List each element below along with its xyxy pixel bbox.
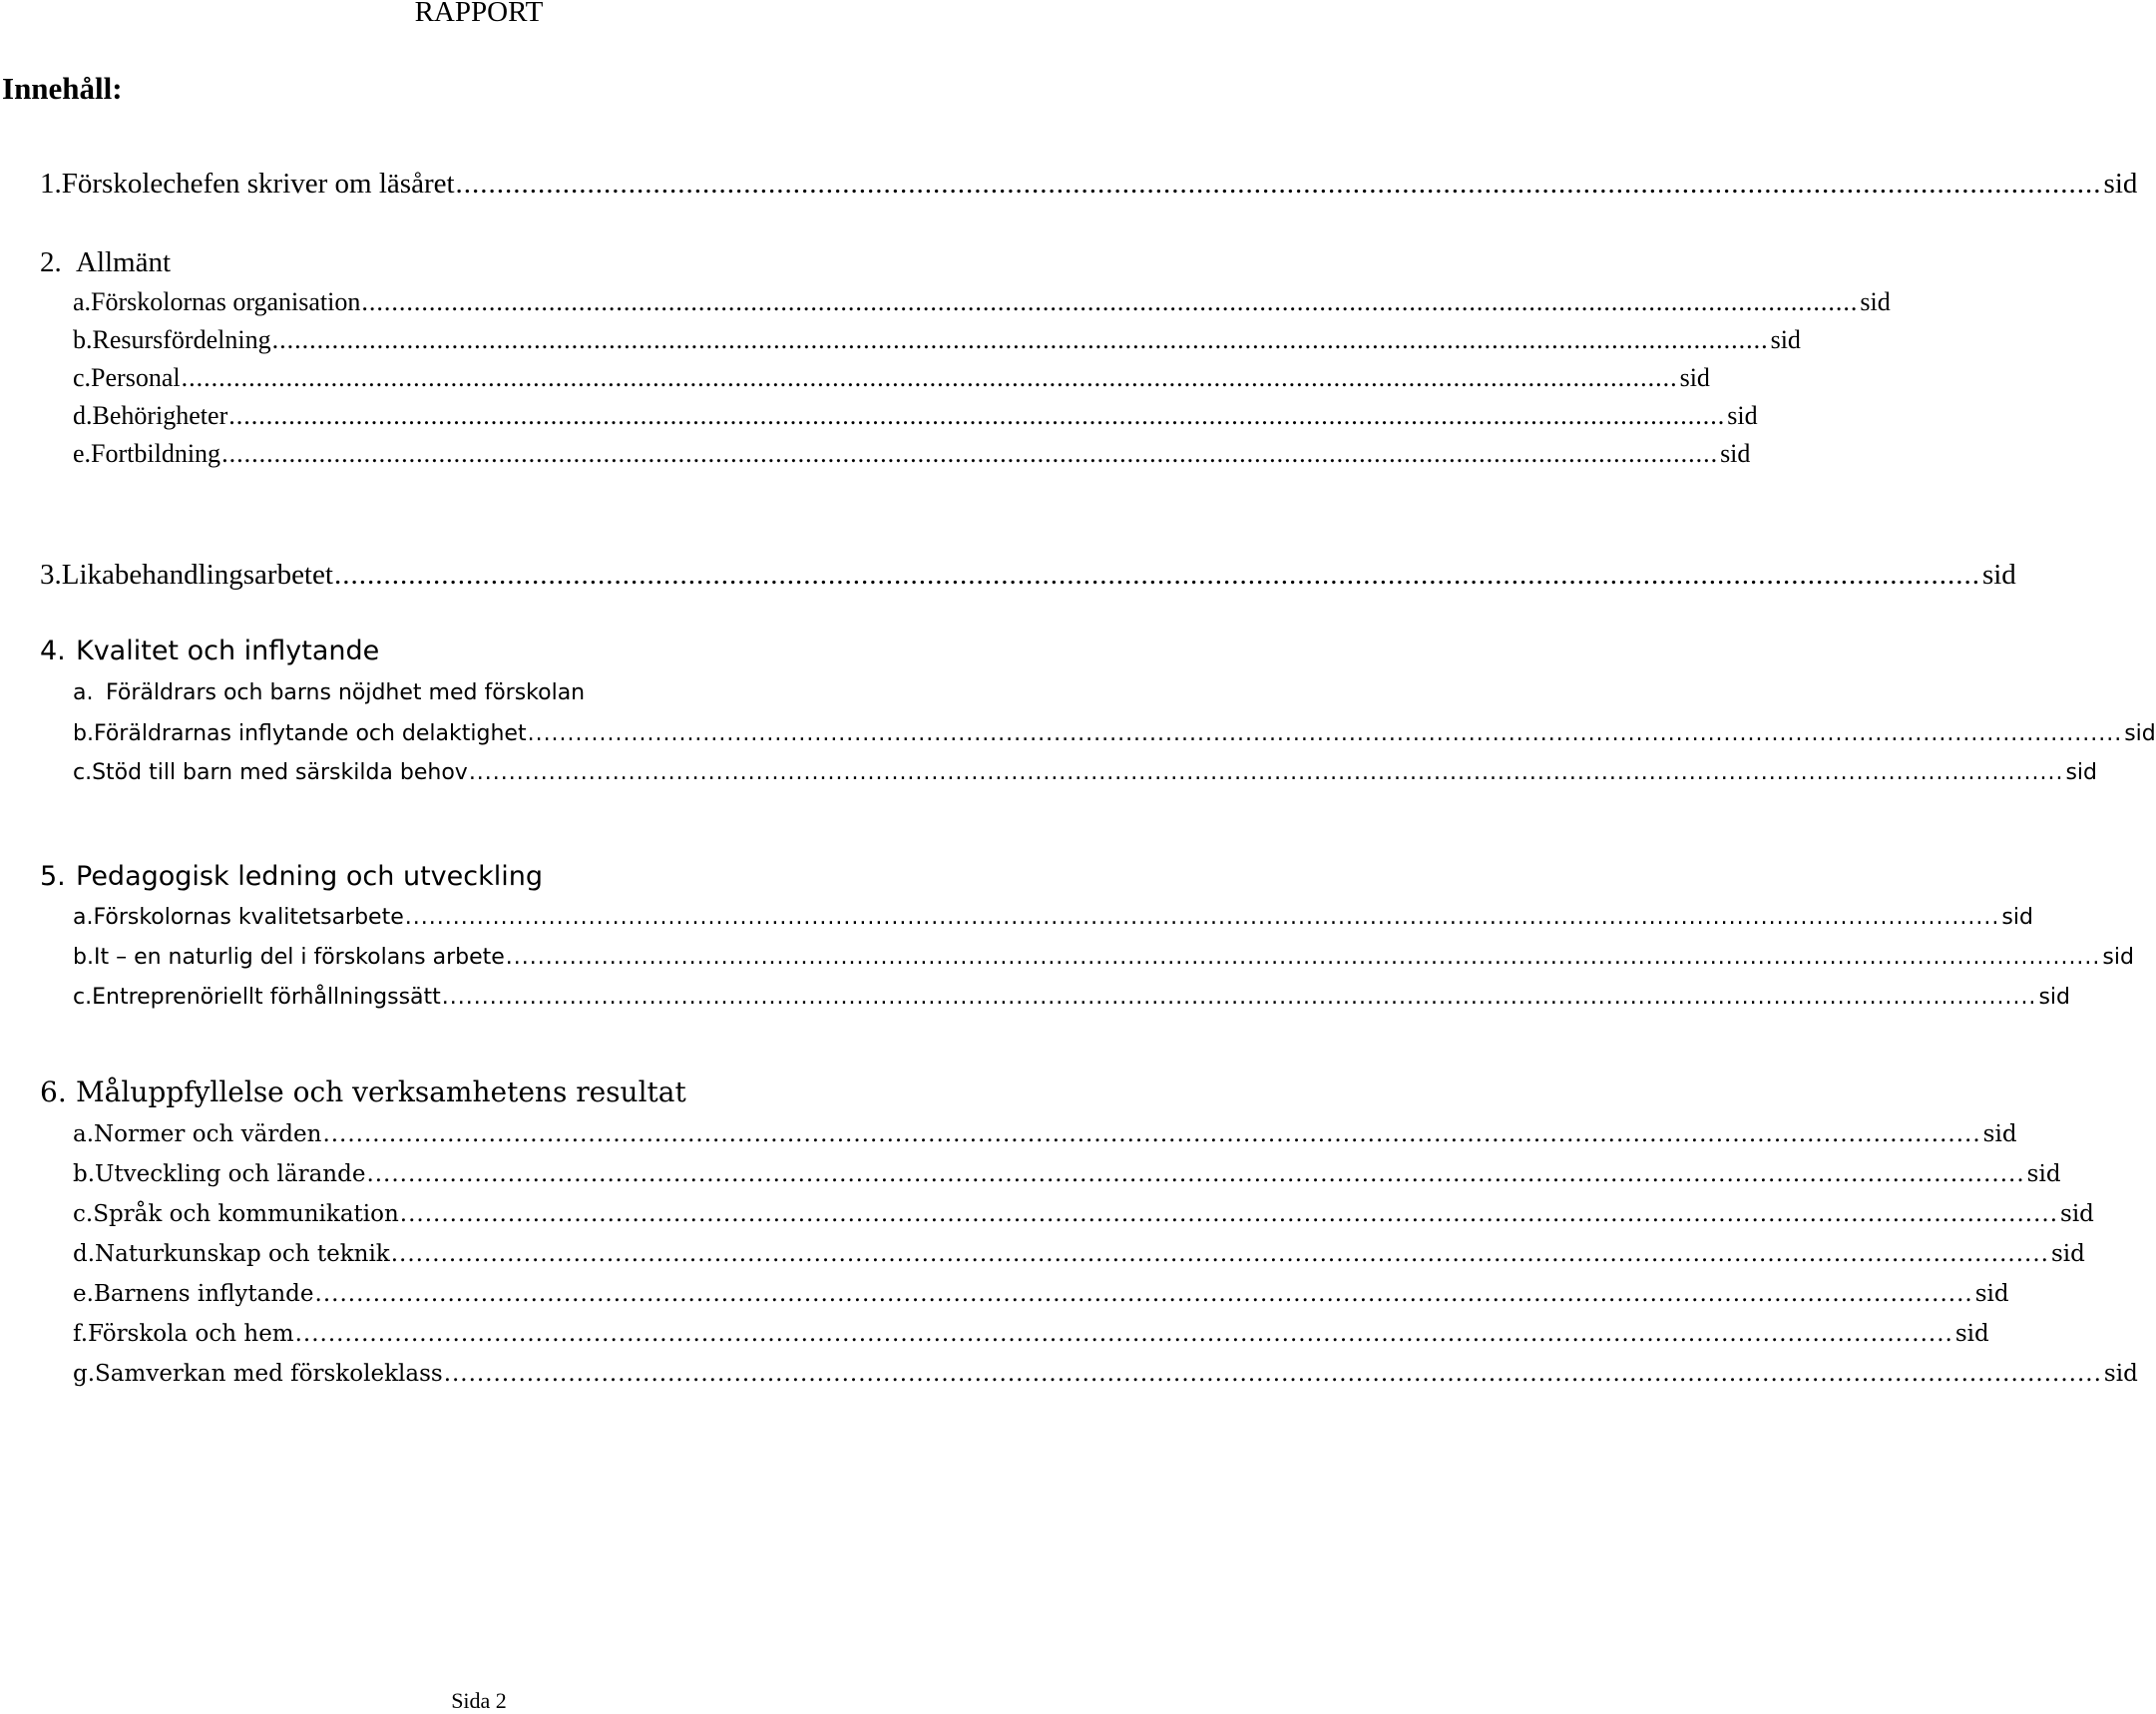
- toc-entry-title: Föräldrarnas inflytande och delaktighet: [93, 721, 527, 746]
- toc-entry-page: sid: [1679, 363, 1710, 392]
- toc-entry-title: Utveckling och lärande: [95, 1161, 366, 1187]
- toc-entry-title: Förskolornas organisation: [91, 287, 361, 316]
- toc-entry-2[interactable]: [40, 246, 954, 279]
- toc-entry-number: a.: [73, 1121, 95, 1147]
- toc-entry-title: Förskolornas kvalitetsarbete: [93, 905, 404, 930]
- dot-leader: ........................................................................................................................................................................................................: [390, 1241, 2049, 1267]
- toc-entry-4a[interactable]: [73, 680, 954, 705]
- toc-entry-number: 3.: [40, 559, 62, 591]
- dot-leader: ........................................................................................................................................................................................................: [314, 1281, 1973, 1307]
- toc-entry-number: a.: [73, 680, 94, 705]
- toc-entry-title: Barnens inflytande: [93, 1281, 314, 1307]
- toc-entry-title: Personal: [91, 363, 181, 392]
- toc-entry-page: sid: [1981, 559, 2016, 591]
- toc-title: Innehåll:: [2, 71, 123, 106]
- dot-leader: ........................................................................................................................................................................................................: [441, 985, 2037, 1010]
- dot-leader: ........................................................................................................................................................................................................: [361, 287, 1859, 316]
- toc-entry-title: Entreprenöriellt förhållningssätt: [92, 985, 441, 1010]
- toc-entry-5[interactable]: [40, 861, 954, 892]
- dot-leader: ........................................................................................................................................................................................................: [505, 945, 2101, 970]
- toc-entry-title: Allmänt: [76, 246, 172, 278]
- toc-entry-page: sid: [2060, 1201, 2094, 1227]
- toc-entry-number: e.: [73, 1281, 94, 1307]
- dot-leader: ........................................................................................................................................................................................................: [221, 439, 1719, 468]
- toc-entry-2e[interactable]: [73, 439, 1751, 469]
- dot-leader: ........................................................................................................................................................................................................: [271, 325, 1769, 354]
- toc-entry-title: Måluppfyllelse och verksamhetens resultat: [76, 1075, 686, 1108]
- toc-entry-title: It – en naturlig del i förskolans arbete: [93, 945, 505, 970]
- toc-entry-4c[interactable]: [73, 760, 2097, 785]
- toc-entry-page: sid: [1974, 1281, 2009, 1307]
- toc-entry-title: Naturkunskap och teknik: [95, 1241, 390, 1267]
- dot-leader: ........................................................................................................................................................................................................: [399, 1201, 2059, 1227]
- toc-entry-title: Förskola och hem: [88, 1321, 294, 1347]
- toc-entry-number: c.: [73, 1201, 94, 1227]
- toc-entry-number: 2.: [40, 246, 62, 278]
- toc-entry-6b[interactable]: [73, 1161, 2061, 1187]
- toc-entry-number: 5.: [40, 861, 66, 892]
- dot-leader: ........................................................................................................................................................................................................: [333, 559, 1980, 591]
- toc-entry-page: sid: [2124, 721, 2156, 746]
- toc-entry-number: a.: [73, 287, 92, 316]
- dot-leader: ........................................................................................................................................................................................................: [322, 1121, 1981, 1147]
- toc-entry-6d[interactable]: [73, 1241, 2085, 1267]
- toc-entry-title: Samverkan med förskoleklass: [95, 1361, 443, 1387]
- toc-entry-6e[interactable]: [73, 1281, 2009, 1307]
- toc-entry-title: Behörigheter: [92, 401, 228, 430]
- toc-entry-page: sid: [1982, 1121, 2017, 1147]
- toc-entry-page: sid: [1860, 287, 1891, 316]
- toc-entry-number: b.: [73, 945, 94, 970]
- toc-entry-number: a.: [73, 905, 94, 930]
- dot-leader: ........................................................................................................................................................................................................: [228, 401, 1726, 430]
- page-number-footer: Sida 2: [451, 1688, 507, 1713]
- toc-entry-4[interactable]: [40, 636, 954, 666]
- toc-entry-page: sid: [2103, 168, 2138, 200]
- dot-leader: ........................................................................................................................................................................................................: [366, 1161, 2025, 1187]
- dot-leader: ........................................................................................................................................................................................................: [527, 721, 2123, 746]
- toc-entry-page: sid: [1727, 401, 1758, 430]
- toc-entry-5b[interactable]: [73, 945, 2134, 970]
- toc-entry-6a[interactable]: [73, 1121, 2017, 1147]
- toc-entry-page: sid: [2102, 945, 2134, 970]
- toc-entry-title: Likabehandlingsarbetet: [61, 559, 333, 591]
- toc-entry-title: Föräldrars och barns nöjdhet med förskolan: [106, 680, 586, 705]
- toc-entry-title: Stöd till barn med särskilda behov: [92, 760, 468, 785]
- toc-entry-page: sid: [1770, 325, 1801, 354]
- toc-entry-4b[interactable]: [73, 721, 2156, 746]
- toc-entry-number: 4.: [40, 636, 66, 666]
- toc-entry-2d[interactable]: [73, 401, 1758, 431]
- toc-entry-6g[interactable]: [73, 1361, 2138, 1387]
- document-header: RAPPORT: [414, 0, 544, 28]
- toc-entry-number: 6.: [40, 1075, 67, 1108]
- toc-entry-page: sid: [2103, 1361, 2138, 1387]
- dot-leader: ........................................................................................................................................................................................................: [443, 1361, 2102, 1387]
- dot-leader: ........................................................................................................................................................................................................: [455, 168, 2102, 200]
- toc-entry-page: sid: [1720, 439, 1751, 468]
- toc-entry-page: sid: [1954, 1321, 1989, 1347]
- toc-entry-number: b.: [73, 1161, 96, 1187]
- dot-leader: ........................................................................................................................................................................................................: [181, 363, 1678, 392]
- toc-entry-2a[interactable]: [73, 287, 1891, 317]
- toc-entry-number: c.: [73, 985, 93, 1010]
- toc-entry-title: Förskolechefen skriver om läsåret: [61, 168, 455, 200]
- toc-entry-number: b.: [73, 721, 94, 746]
- toc-entry-2b[interactable]: [73, 325, 1801, 355]
- toc-entry-title: Kvalitet och inflytande: [76, 636, 380, 666]
- toc-entry-2c[interactable]: [73, 363, 1710, 393]
- toc-entry-title: Normer och värden: [94, 1121, 322, 1147]
- toc-entry-number: d.: [73, 401, 93, 430]
- toc-entry-number: c.: [73, 760, 93, 785]
- dot-leader: ........................................................................................................................................................................................................: [468, 760, 2064, 785]
- dot-leader: ........................................................................................................................................................................................................: [404, 905, 2000, 930]
- toc-entry-number: d.: [73, 1241, 96, 1267]
- toc-entry-number: g.: [73, 1361, 96, 1387]
- toc-entry-title: Resursfördelning: [92, 325, 271, 354]
- toc-entry-number: f.: [73, 1321, 89, 1347]
- dot-leader: ........................................................................................................................................................................................................: [294, 1321, 1953, 1347]
- toc-entry-6[interactable]: [40, 1075, 954, 1108]
- toc-entry-title: Språk och kommunikation: [93, 1201, 399, 1227]
- toc-entry-5a[interactable]: [73, 905, 2033, 930]
- toc-entry-page: sid: [2001, 905, 2033, 930]
- toc-entry-6f[interactable]: [73, 1321, 1989, 1347]
- toc-entry-1[interactable]: [40, 168, 2138, 201]
- toc-entry-title: Fortbildning: [91, 439, 221, 468]
- toc-entry-number: b.: [73, 325, 93, 354]
- toc-entry-page: sid: [2050, 1241, 2085, 1267]
- toc-entry-3[interactable]: [40, 559, 2016, 592]
- toc-entry-page: sid: [2026, 1161, 2061, 1187]
- toc-entry-5c[interactable]: [73, 985, 2070, 1010]
- toc-entry-title: Pedagogisk ledning och utveckling: [76, 861, 543, 892]
- toc-entry-number: c.: [73, 363, 92, 392]
- toc-entry-number: e.: [73, 439, 92, 468]
- toc-entry-number: 1.: [40, 168, 62, 200]
- toc-entry-6c[interactable]: [73, 1201, 2094, 1227]
- toc-entry-page: sid: [2038, 985, 2070, 1010]
- toc-entry-page: sid: [2065, 760, 2097, 785]
